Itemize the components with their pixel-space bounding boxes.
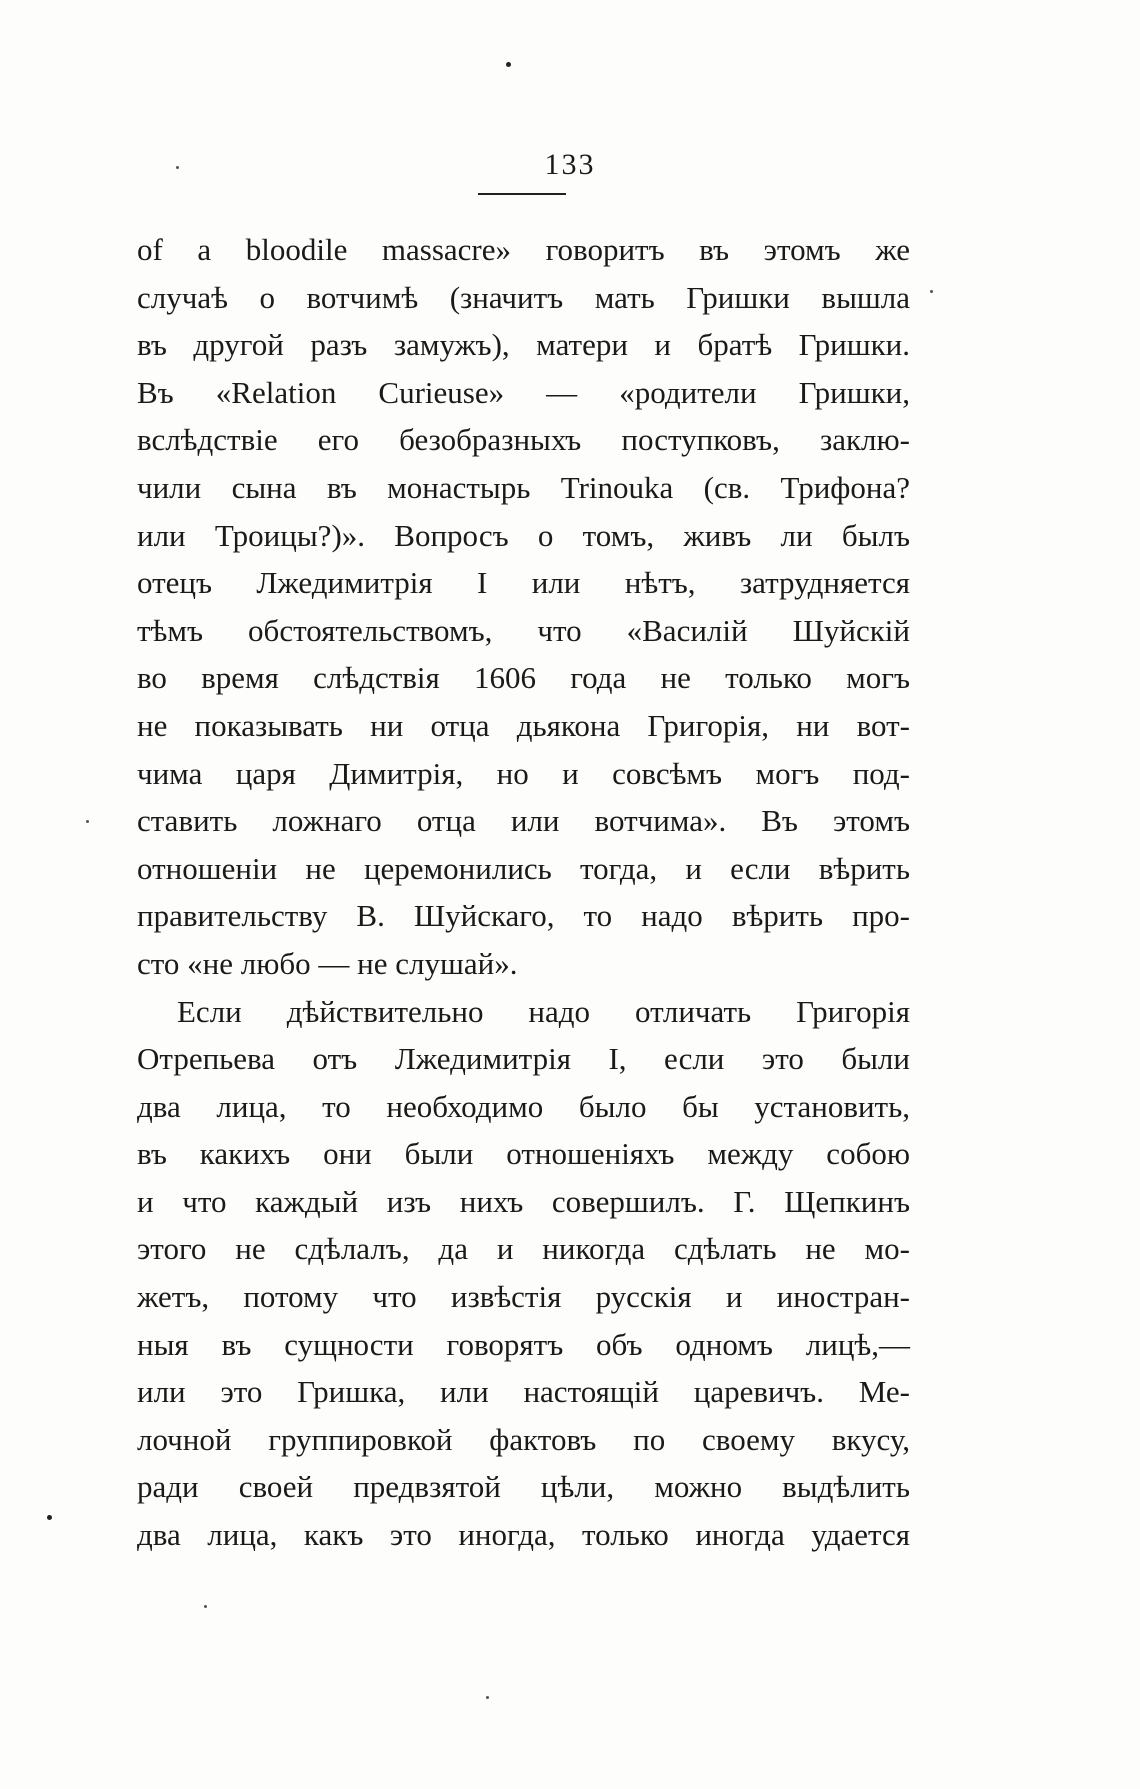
text-line: ныя въ сущности говорятъ объ одномъ лицѣ,— <box>137 1326 910 1362</box>
text-line: тѣмъ обстоятельствомъ, что «Василій Шуйскій <box>137 612 910 648</box>
text-line: вслѣдствіе его безобразныхъ поступковъ, заклю- <box>137 422 910 458</box>
text-line: Отрепьева отъ Лжедимитрія I, если это были <box>137 1041 910 1077</box>
ink-speck <box>204 1605 207 1608</box>
text-line: въ какихъ они были отношеніяхъ между собою <box>137 1136 910 1172</box>
ink-speck <box>86 820 89 823</box>
page-number: 133 <box>544 148 596 181</box>
text-line: случаѣ о вотчимѣ (значитъ мать Гришки вышла <box>137 279 910 315</box>
text-line: лочной группировкой фактовъ по своему вкусу, <box>137 1421 910 1457</box>
body-text <box>137 226 910 1559</box>
page-number-rule <box>478 193 566 195</box>
text-line: этого не сдѣлалъ, да и никогда сдѣлать не мо- <box>137 1231 910 1267</box>
text-line: отецъ Лжедимитрія I или нѣтъ, затрудняется <box>137 565 910 601</box>
text-line: чима царя Димитрія, но и совсѣмъ могъ под- <box>137 755 910 791</box>
text-line: of a bloodile massacre» говоритъ въ этомъ же <box>137 232 910 267</box>
text-line: не показывать ни отца дьякона Григорія, ни вот- <box>137 707 910 743</box>
ink-speck <box>506 62 511 67</box>
text-line: жетъ, потому что извѣстія русскія и иностран- <box>137 1279 910 1315</box>
text-line: или Троицы?)». Вопросъ о томъ, живъ ли былъ <box>137 517 910 553</box>
text-line: или это Гришка, или настоящій царевичъ. Ме- <box>137 1374 910 1410</box>
text-line: ради своей предвзятой цѣли, можно выдѣлить <box>137 1469 910 1505</box>
text-line: два лица, то необходимо было бы установить, <box>137 1088 910 1124</box>
text-line: Въ «Relation Curieuse» — «родители Гришки, <box>137 374 910 410</box>
text-line: во время слѣдствія 1606 года не только могъ <box>137 660 910 696</box>
text-line: чили сына въ монастырь Trinouka (св. Трифона? <box>137 469 910 505</box>
ink-speck <box>930 290 933 293</box>
text-line: Если дѣйствительно надо отличать Григорія <box>177 993 910 1029</box>
text-line: сто «не любо — не слушай». <box>137 945 518 981</box>
text-line: и что каждый изъ нихъ совершилъ. Г. Щепкинъ <box>137 1183 910 1219</box>
text-line: правительству В. Шуйскаго, то надо вѣрить про- <box>137 898 910 934</box>
text-line: въ другой разъ замужъ), матери и братѣ Гришки. <box>137 327 910 363</box>
ink-speck <box>47 1515 52 1520</box>
text-line: два лица, какъ это иногда, только иногда удается <box>137 1517 910 1553</box>
text-line: ставить ложнаго отца или вотчима». Въ этомъ <box>137 803 910 839</box>
ink-speck <box>486 1696 489 1699</box>
text-line: отношеніи не церемонились тогда, и если вѣрить <box>137 850 910 886</box>
